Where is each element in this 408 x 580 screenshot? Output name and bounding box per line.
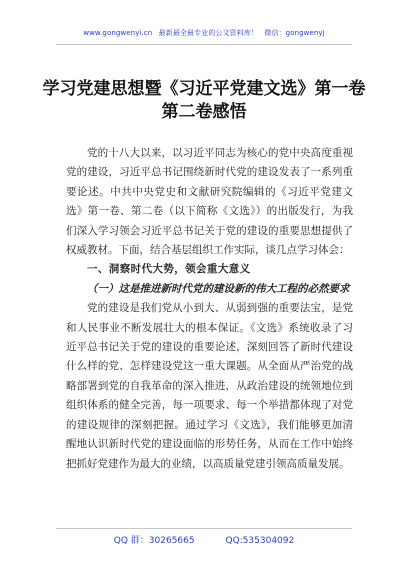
page-header	[0, 28, 408, 38]
header-site-link[interactable]: www.gongwenyi.cn	[83, 29, 153, 37]
footer-divider	[56, 528, 352, 529]
subsection-heading-text: （一）这是推进新时代党的建设新的伟大工程的必然要求	[87, 282, 350, 295]
document-title	[40, 78, 368, 124]
intro-paragraph: 党的十八大以来，以习近平同志为核心的党中央高度重视党的建设，习近平总书记围绕新时代党的建设发表了一系列重要论述。中共中央党史和文献研究院编辑的《习近平党建文选》第一卷、第二卷（以下简称《文选》）的出版发行，为我们深入学习领会习近平总书记关于党的建设的重要思想提供了权威教材。下面，结合基层组织工作实际，谈几点学习体会：	[66, 147, 353, 257]
header-wechat: 微信：gongwenyj	[264, 29, 325, 37]
footer-qq: QQ:535304092	[225, 536, 295, 546]
title-line-2: 第二卷感悟	[161, 102, 247, 122]
header-divider	[56, 44, 352, 45]
document-body	[66, 144, 353, 474]
section-heading-1: 一、洞察时代大势，领会重大意义	[87, 263, 251, 276]
header-slogan: 最新最全最专业的公文资料库！	[158, 29, 259, 37]
footer-qq-group: QQ 群：30265665	[113, 536, 195, 546]
page-footer	[0, 533, 408, 546]
body-paragraph-2: 党的建设是我们党从小到大、从弱到强的重要法宝，是党和人民事业不断发展壮大的根本保证。《文选》系统收录了习近平总书记关于党的建设的重要论述，深刻回答了新时代建设什么样的党、怎样建设党这一重大课题。从全面从严治党的战略部署到党的自我革命的深入推进，从政治建设的统领地位到组织体系的健全完善，每一项要求、每一个举措都体现了对党的建设规律的深刻把握。通过学习《文选》，我们能够更加清醒地认识新时代党的建设面临的形势任务，从而在工作中始终把抓好党建作为最大的业绩，以高质量党建引领高质量发展。	[66, 302, 353, 470]
subsection-heading-1	[66, 280, 353, 299]
title-line-1: 学习党建思想暨《习近平党建文选》第一卷	[42, 79, 366, 99]
